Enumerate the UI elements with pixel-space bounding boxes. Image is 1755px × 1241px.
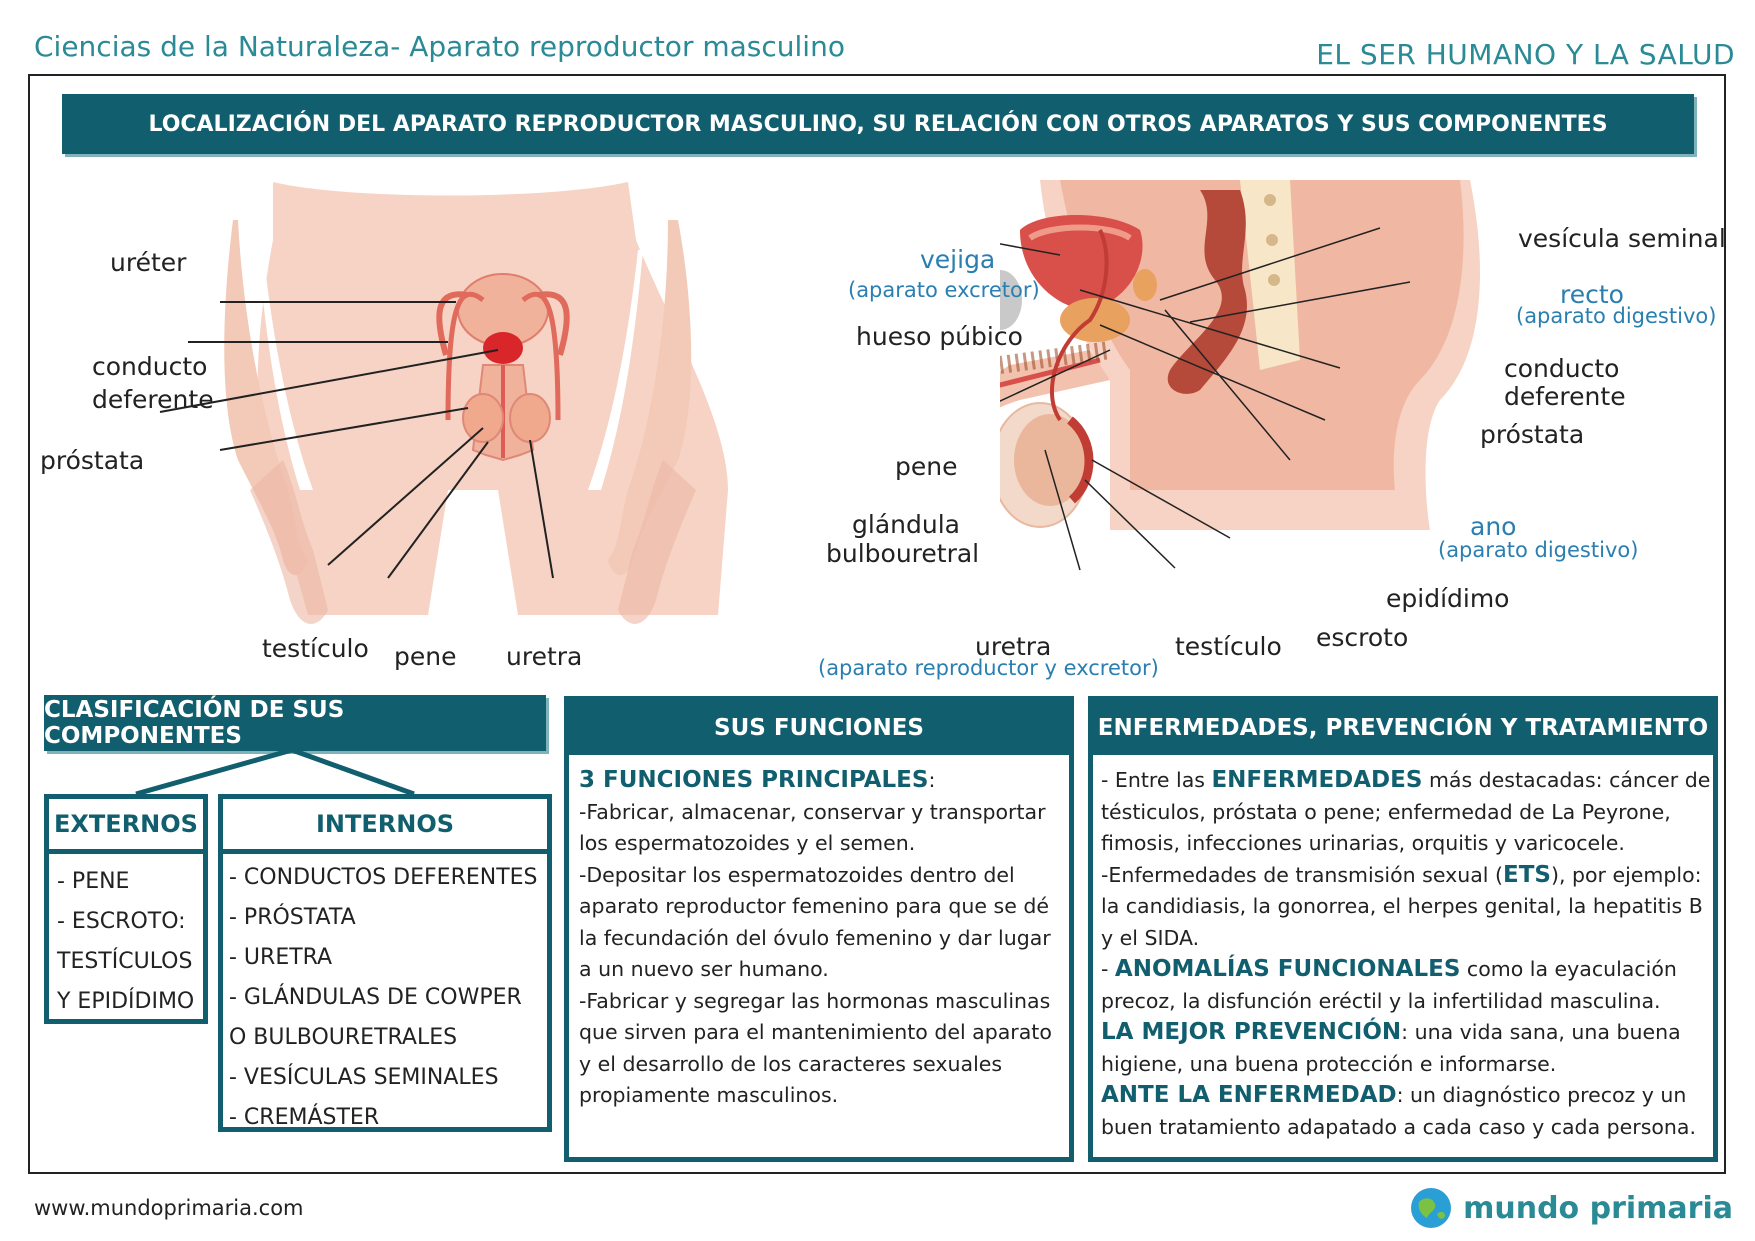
enf-text: y el SIDA. [1101, 925, 1200, 950]
enfermedades-box [1088, 696, 1718, 1162]
funciones-heading-colon: : [928, 768, 936, 792]
externos-title: EXTERNOS [49, 799, 203, 854]
funciones-line: la fecundación del óvulo femenino y dar lugar [579, 925, 1051, 950]
label-vejiga: vejiga [920, 245, 996, 274]
label-uretra-sub: (aparato reproductor y excretor) [818, 656, 1159, 680]
enf-text: ), por ejemplo: [1550, 862, 1702, 887]
funciones-line: los espermatozoides y el semen. [579, 831, 916, 855]
funciones-line: que sirven para el mantenimiento del aparato [579, 1020, 1052, 1044]
externos-item: Y EPIDÍDIMO [57, 989, 195, 1014]
funciones-box [564, 696, 1074, 1162]
label-deferente: deferente [92, 385, 214, 414]
label-glandula-1: glándula [852, 510, 960, 539]
internos-item: - VESÍCULAS SEMINALES [229, 1065, 499, 1090]
label-prostata-front: próstata [40, 446, 145, 475]
funciones-line: -Fabricar, almacenar, conservar y transportar [579, 799, 1046, 824]
enf-text: : un diagnóstico precoz y un [1396, 1083, 1687, 1107]
enf-text: - [1101, 957, 1115, 981]
label-recto: recto [1560, 280, 1624, 309]
label-epididimo: epidídimo [1386, 584, 1510, 613]
funciones-line: propiamente masculinos. [579, 1083, 839, 1107]
label-vesicula-seminal: vesícula seminal [1518, 224, 1726, 253]
subject-title: Ciencias de la Naturaleza- Aparato reproductor masculino [34, 30, 845, 63]
externos-box [44, 794, 208, 1024]
clasificacion-title: CLASIFICACIÓN DE SUS COMPONENTES [44, 695, 546, 751]
funciones-heading: 3 FUNCIONES PRINCIPALES [579, 767, 929, 793]
internos-item: - CREMÁSTER [229, 1105, 380, 1130]
enf-text: la candidiasis, la gonorrea, el herpes genital, la hepatitis B [1101, 894, 1703, 918]
funciones-line: a un nuevo ser humano. [579, 957, 829, 981]
main-banner: LOCALIZACIÓN DEL APARATO REPRODUCTOR MASCULINO, SU RELACIÓN CON OTROS APARATOS Y SUS COMPONENTES [62, 94, 1694, 154]
label-pene-side: pene [895, 452, 958, 481]
enf-text: - Entre las [1101, 768, 1212, 792]
funciones-title: SUS FUNCIONES [569, 701, 1069, 755]
label-conducto-side-1: conducto [1504, 354, 1620, 383]
internos-box [218, 794, 552, 1132]
funciones-line: -Fabricar y segregar las hormonas masculinas [579, 988, 1051, 1013]
funciones-line: y el desarrollo de los caracteres sexuales [579, 1051, 1003, 1076]
label-escroto: escroto [1316, 623, 1409, 652]
label-conducto: conducto [92, 352, 208, 381]
externos-item: TESTÍCULOS [57, 949, 193, 974]
globe-icon [1409, 1186, 1453, 1230]
label-recto-sub: (aparato digestivo) [1516, 304, 1717, 328]
label-vejiga-sub: (aparato excretor) [848, 278, 1040, 302]
externos-item: - PENE [57, 869, 130, 894]
enf-keyword: ENFERMEDADES [1211, 767, 1423, 793]
internos-title: INTERNOS [223, 799, 547, 854]
internos-list [223, 854, 547, 1138]
enf-text: tésticulos, próstata o pene; enfermedad de La Peyrone, [1101, 799, 1671, 824]
enf-text: como la eyaculación [1460, 957, 1677, 981]
label-hueso-pubico: hueso púbico [856, 322, 1023, 351]
label-pene-front: pene [394, 642, 457, 671]
internos-item: - CONDUCTOS DEFERENTES [229, 865, 538, 890]
label-ureter: uréter [110, 248, 187, 277]
label-ano-sub: (aparato digestivo) [1438, 538, 1639, 562]
externos-item: - ESCROTO: [57, 909, 186, 934]
front-body-illustration [28, 160, 808, 680]
label-conducto-side-2: deferente [1504, 382, 1626, 411]
internos-item: - GLÁNDULAS DE COWPER [229, 985, 522, 1010]
enf-text: precoz, la disfunción eréctil y la infertilidad masculina. [1101, 988, 1661, 1013]
enf-text: higiene, una buena protección e informarse. [1101, 1051, 1557, 1076]
label-glandula-2: bulbouretral [826, 539, 980, 568]
footer-url[interactable]: www.mundoprimaria.com [34, 1196, 304, 1220]
internos-item: O BULBOURETRALES [229, 1025, 458, 1050]
enfermedades-text [1093, 755, 1713, 1143]
externos-list [49, 854, 203, 1022]
funciones-text [569, 755, 1069, 1112]
enf-keyword: ANTE LA ENFERMEDAD [1101, 1082, 1397, 1108]
label-uretra-side: uretra [975, 632, 1052, 661]
enf-text: más destacadas: cáncer de [1422, 768, 1711, 792]
enf-keyword: ANOMALÍAS FUNCIONALES [1114, 956, 1461, 982]
enf-text: buen tratamiento adapatado a cada caso y cada persona. [1101, 1114, 1697, 1139]
enf-text: -Enfermedades de transmisión sexual ( [1101, 862, 1503, 887]
funciones-line: -Depositar los espermatozoides dentro del [579, 862, 1015, 887]
internos-item: - PRÓSTATA [229, 905, 356, 930]
enf-text: fimosis, infecciones urinarias, orquitis y varicocele. [1101, 831, 1625, 855]
label-testiculo-side: testículo [1175, 632, 1282, 661]
enfermedades-title: ENFERMEDADES, PREVENCIÓN Y TRATAMIENTO [1093, 701, 1713, 755]
classification-connector [44, 748, 544, 798]
funciones-line: aparato reproductor femenino para que se dé [579, 894, 1049, 918]
label-uretra-front: uretra [506, 642, 583, 671]
enf-keyword: LA MEJOR PREVENCIÓN [1101, 1019, 1402, 1045]
enf-text: : una vida sana, una buena [1401, 1020, 1681, 1044]
label-testiculo-front: testículo [262, 634, 369, 663]
logo-text: mundo primaria [1463, 1190, 1733, 1226]
internos-item: - URETRA [229, 945, 333, 970]
brand-logo[interactable] [1409, 1186, 1733, 1230]
enf-keyword: ETS [1502, 861, 1551, 888]
label-prostata-side: próstata [1480, 420, 1585, 449]
label-ano: ano [1470, 512, 1517, 541]
unit-title: EL SER HUMANO Y LA SALUD [1316, 38, 1735, 71]
